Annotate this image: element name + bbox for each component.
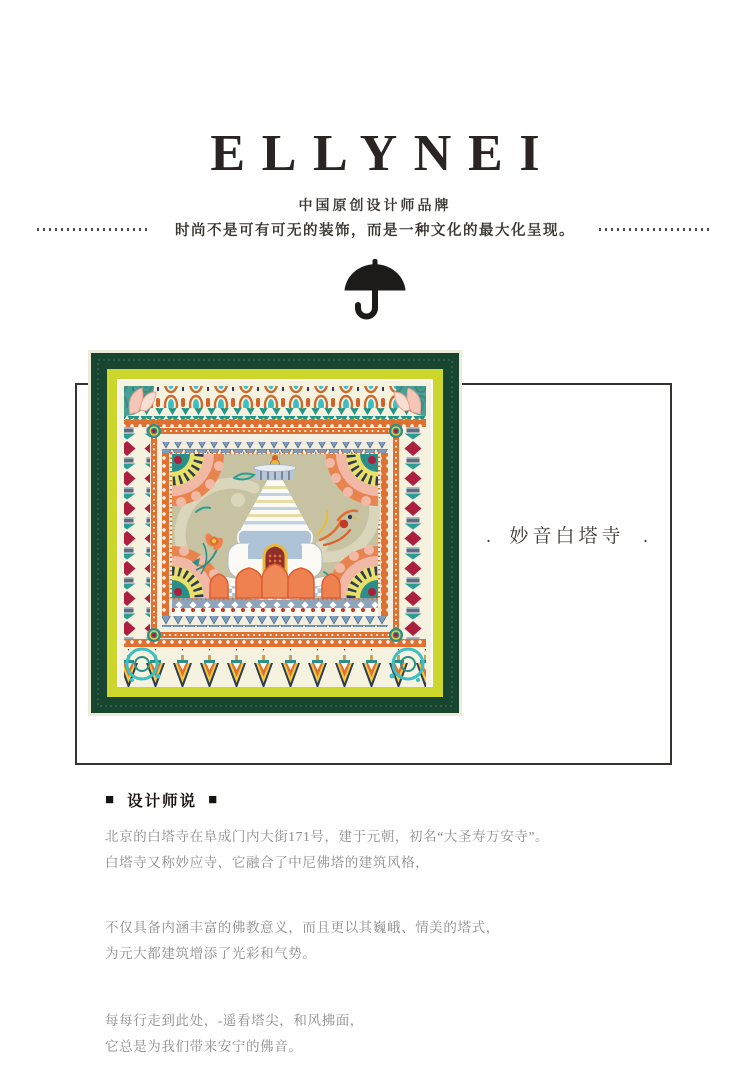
paragraph — [105, 824, 675, 876]
scarf-image — [88, 350, 462, 716]
paragraph — [105, 915, 675, 967]
body-line: 白塔寺又称妙应寺，它融合了中尼佛塔的建筑风格， — [105, 855, 430, 870]
body-line: 北京的白塔寺在阜成门内大街171号，建于元朝，初名“大圣寿万安寺”。 — [105, 829, 550, 844]
caption-dot-left: . — [486, 526, 491, 546]
dotted-line-left — [37, 228, 151, 231]
body-line: 它总是为我们带来安宁的佛音。 — [105, 1039, 303, 1054]
umbrella-icon — [339, 257, 411, 328]
designer-section — [105, 789, 675, 1074]
caption-text: 妙音白塔寺 — [509, 526, 625, 547]
designer-header — [105, 789, 675, 811]
brand-logo: ELLYNEI — [210, 125, 557, 182]
brand-subtitle: 中国原创设计师品牌 — [298, 199, 452, 214]
body-line: 每每行走到此处，-遥看塔尖，和风拂面， — [105, 1013, 364, 1028]
square-marker-right: ■ — [208, 791, 220, 808]
caption-dot-right: . — [643, 526, 648, 546]
designer-header-title: 设计师说 — [127, 793, 198, 810]
body-line: 为元大都建筑增添了光彩和气势。 — [105, 946, 317, 961]
square-marker-left: ■ — [105, 791, 117, 808]
tagline-row — [0, 218, 750, 240]
paragraph — [105, 1008, 675, 1060]
designer-body — [105, 824, 675, 1060]
product-caption — [462, 521, 672, 548]
tagline-text: 时尚不是可有可无的装饰，而是一种文化的最大化呈现。 — [175, 222, 575, 239]
body-line: 不仅具备内涵丰富的佛教意义，而且更以其巍峨、情美的塔式， — [105, 920, 500, 935]
dotted-line-right — [599, 228, 713, 231]
